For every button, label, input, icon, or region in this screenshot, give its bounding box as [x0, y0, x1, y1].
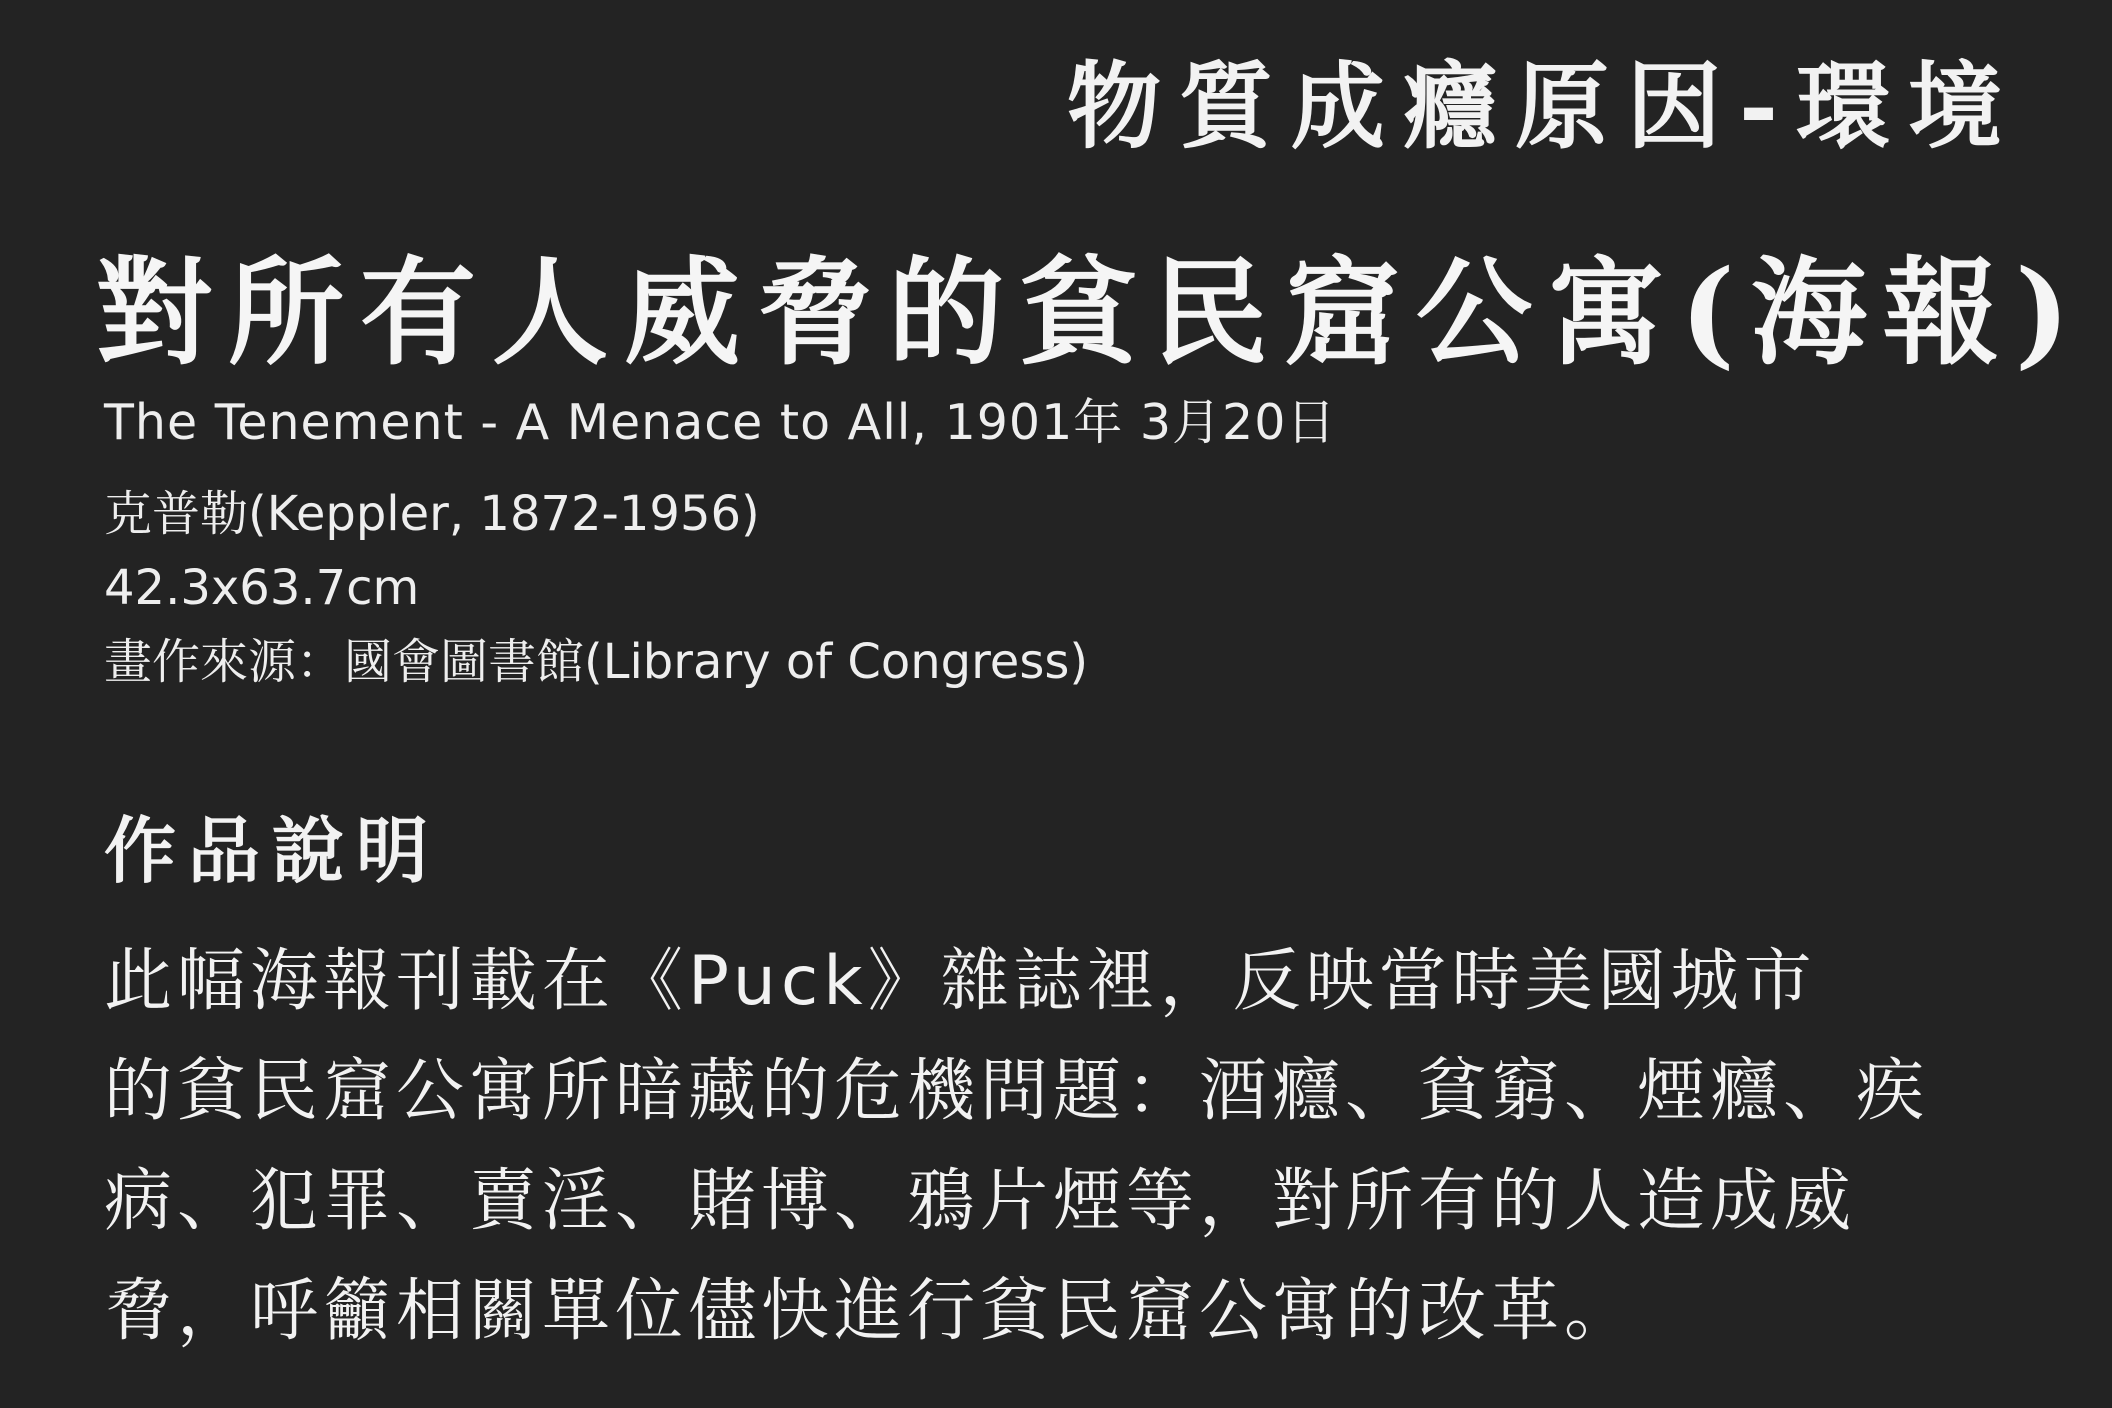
section-heading: 物質成癮原因-環境	[1066, 52, 2020, 162]
description-heading: 作品說明	[104, 808, 441, 893]
description-line: 此幅海報刊載在《Puck》雜誌裡，反映當時美國城市	[104, 942, 1817, 1021]
description-body	[104, 927, 1944, 1367]
artwork-dimensions: 42.3x63.7cm	[104, 560, 420, 616]
description-line: 脅，呼籲相關單位儘快進行貧民窟公寓的改革。	[104, 1272, 1638, 1351]
description-line: 病、犯罪、賣淫、賭博、鴉片煙等，對所有的人造成威	[104, 1162, 1857, 1241]
artist-credit: 克普勒(Keppler, 1872-1956)	[104, 486, 760, 542]
artwork-source: 畫作來源：國會圖書館(Library of Congress)	[104, 634, 1089, 690]
description-line: 的貧民窟公寓所暗藏的危機問題：酒癮、貧窮、煙癮、疾	[104, 1052, 1930, 1131]
artwork-title: 對所有人威脅的貧民窟公寓(海報)	[96, 245, 2086, 381]
artwork-english-title-date: The Tenement - A Menace to All, 1901年 3月20日	[104, 394, 1337, 451]
